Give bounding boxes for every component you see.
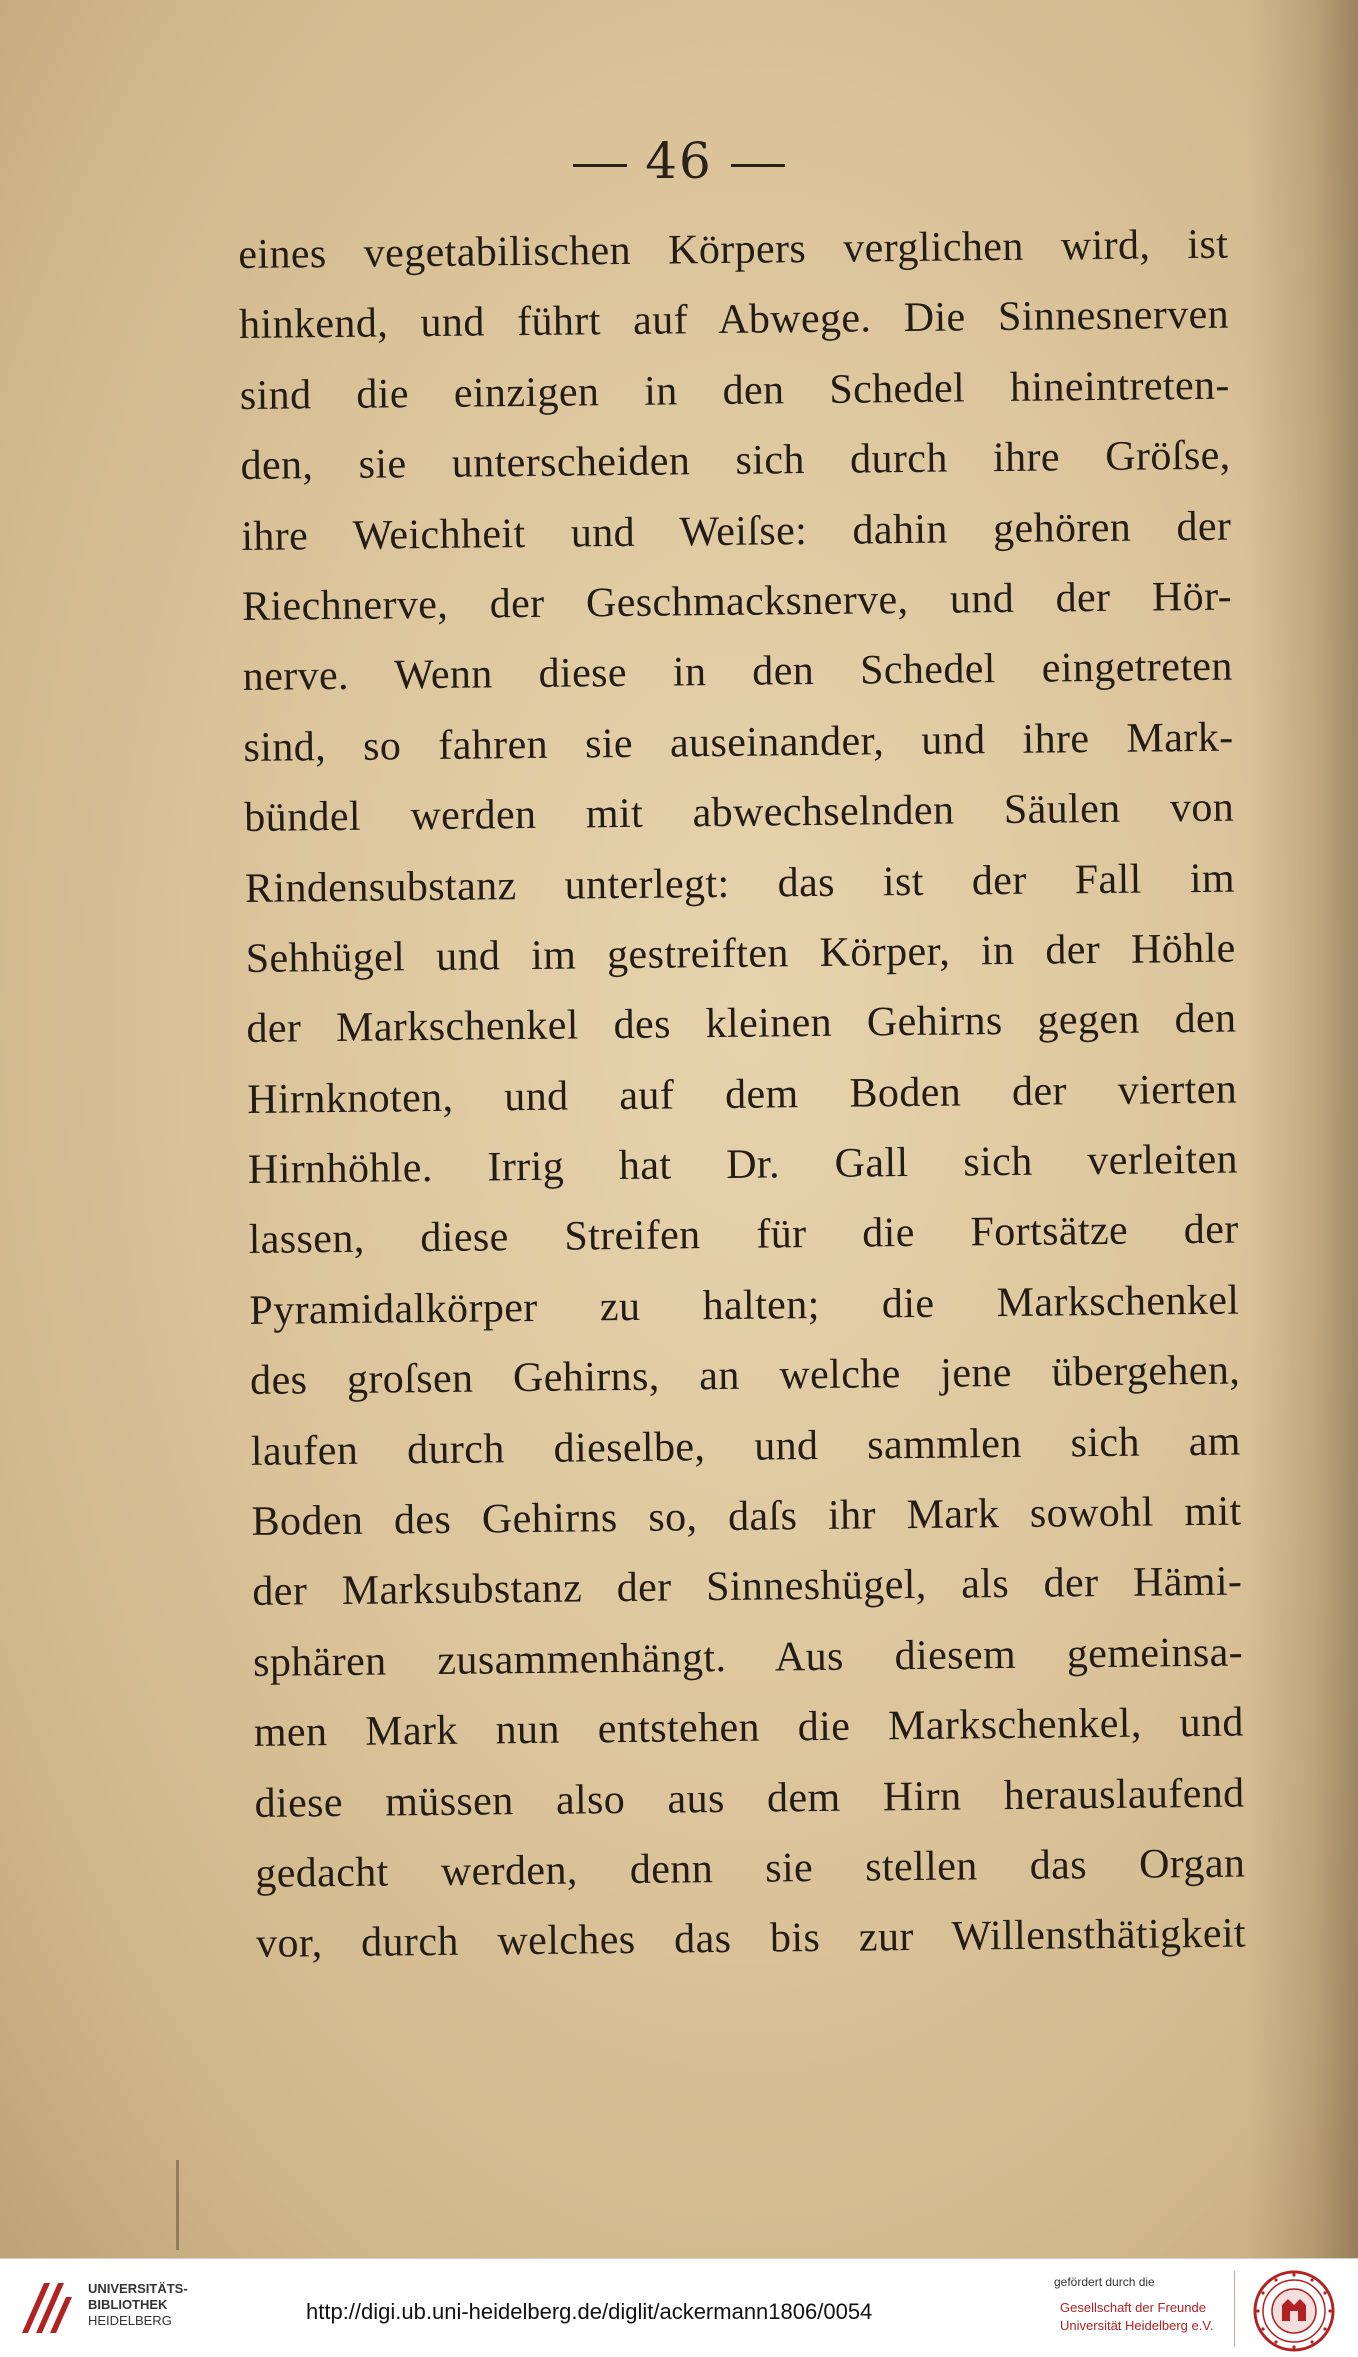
text-line: Riechnerve, der Geschmacksnerve, und der Hör- bbox=[241, 573, 1233, 630]
text-line: hinkend, und führt auf Abwege. Die Sinnesnerven bbox=[238, 292, 1230, 349]
text-line: sphären zusammenhängt. Aus diesem gemeinsa- bbox=[252, 1629, 1244, 1686]
page-number-header bbox=[0, 132, 1358, 190]
university-seal-icon bbox=[1252, 2269, 1336, 2353]
text-line: laufen durch dieselbe, und sammlen sich am bbox=[250, 1418, 1242, 1475]
text-line: eines vegetabilischen Körpers verglichen wird, ist bbox=[238, 221, 1229, 278]
text-line: nerve. Wenn diese in den Schedel eingetreten bbox=[242, 643, 1233, 701]
text-line: den, sie unterscheiden sich durch ihre Gröſse, bbox=[240, 432, 1231, 490]
text-line: sind, so fahren sie auseinander, und ihre Mark- bbox=[243, 714, 1234, 771]
sponsor-name-line2: Universität Heidelberg e.V. bbox=[1060, 2318, 1214, 2333]
text-line: sind die einzigen in den Schedel hineintreten- bbox=[239, 362, 1231, 419]
library-name bbox=[88, 2281, 188, 2329]
text-line: Hirnhöhle. Irrig hat Dr. Gall sich verleiten bbox=[247, 1136, 1239, 1194]
text-line: Sehhügel und im gestreiften Körper, in der Höhle bbox=[245, 925, 1236, 982]
ub-heidelberg-logo-icon bbox=[14, 2275, 80, 2341]
library-name-line2: BIBLIOTHEK bbox=[88, 2297, 168, 2312]
text-line: Pyramidalkörper zu halten; die Markschenkel bbox=[249, 1277, 1240, 1334]
text-line: Rindensubstanz unterlegt: das ist der Fall im bbox=[244, 855, 1236, 912]
text-line: vor, durch welches das bis zur Willensthätigkeit bbox=[255, 1910, 1247, 1968]
library-name-line3: HEIDELBERG bbox=[88, 2313, 172, 2328]
text-line: gedacht werden, denn sie stellen das Organ bbox=[255, 1840, 1246, 1897]
text-line: diese müssen also aus dem Hirn herauslaufend bbox=[254, 1770, 1245, 1827]
permalink-url[interactable]: http://digi.ub.uni-heidelberg.de/diglit/ackermann1806/0054 bbox=[306, 2299, 873, 2324]
text-line: der Markschenkel des kleinen Gehirns gegen den bbox=[246, 995, 1237, 1053]
library-name-line1: UNIVERSITÄTS- bbox=[88, 2281, 188, 2296]
header-dash-right bbox=[731, 164, 785, 167]
sponsor-name bbox=[1060, 2299, 1213, 2335]
page-edge-shadow bbox=[1248, 0, 1358, 2258]
text-line: bündel werden mit abwechselnden Säulen von bbox=[244, 784, 1235, 842]
text-line: men Mark nun entstehen die Markschenkel, und bbox=[253, 1699, 1245, 1757]
text-line: Hirnknoten, und auf dem Boden der vierten bbox=[246, 1066, 1238, 1123]
text-line: des groſsen Gehirns, an welche jene übergehen, bbox=[249, 1347, 1241, 1405]
page-body-text bbox=[238, 210, 1246, 1980]
sponsor-divider bbox=[1234, 2271, 1235, 2347]
page-number: 46 bbox=[645, 132, 713, 190]
text-line: der Marksubstanz der Sinneshügel, als der Hämi- bbox=[252, 1558, 1243, 1616]
binding-mark bbox=[176, 2160, 179, 2250]
sponsor-label: gefördert durch die bbox=[1054, 2275, 1155, 2289]
text-line: Boden des Gehirns so, daſs ihr Mark sowohl mit bbox=[251, 1488, 1242, 1545]
text-line: ihre Weichheit und Weiſse: dahin gehören der bbox=[241, 503, 1232, 560]
sponsor-name-line1: Gesellschaft der Freunde bbox=[1060, 2300, 1206, 2315]
header-dash-left bbox=[573, 164, 627, 167]
footer-bar bbox=[0, 2258, 1358, 2357]
text-line: lassen, diese Streifen für die Fortsätze der bbox=[248, 1207, 1239, 1264]
